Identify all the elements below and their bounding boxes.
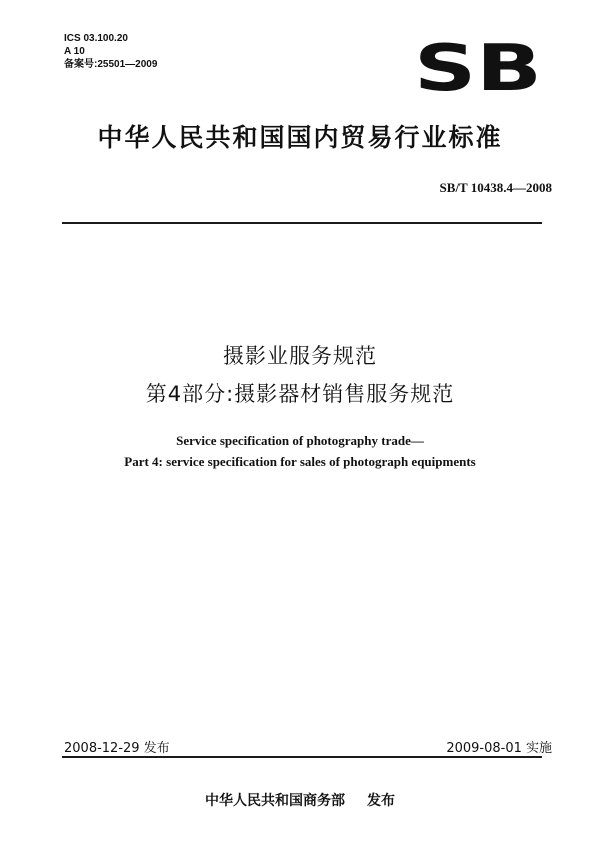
classification-block xyxy=(64,32,157,71)
english-title-line-1: Service specification of photography trade— xyxy=(176,433,424,448)
ccs-code: A 10 xyxy=(64,46,85,57)
standard-number: SB/T 10438.4—2008 xyxy=(439,180,552,195)
issue-date: 2008-12-29 发布 xyxy=(64,741,170,756)
implementation-date: 2009-08-01 实施 xyxy=(446,741,552,756)
chinese-title-line-2: 第4部分:摄影器材销售服务规范 xyxy=(145,382,455,406)
english-title-line-2: Part 4: service specification for sales of photograph equipments xyxy=(124,454,476,469)
bottom-divider xyxy=(62,756,542,758)
publisher-action: 发布 xyxy=(367,793,395,809)
ics-code: ICS 03.100.20 xyxy=(64,33,128,44)
top-divider xyxy=(62,222,542,224)
publisher-line xyxy=(0,790,600,810)
chinese-title-line-1: 摄影业服务规范 xyxy=(223,344,377,368)
publisher-name: 中华人民共和国商务部 xyxy=(205,793,345,809)
standard-category-title: 中华人民共和国国内贸易行业标准 xyxy=(97,123,503,152)
sb-logo xyxy=(412,38,544,94)
sb-logo-text: SB xyxy=(414,38,542,94)
filing-number: 备案号:25501—2009 xyxy=(64,59,158,70)
